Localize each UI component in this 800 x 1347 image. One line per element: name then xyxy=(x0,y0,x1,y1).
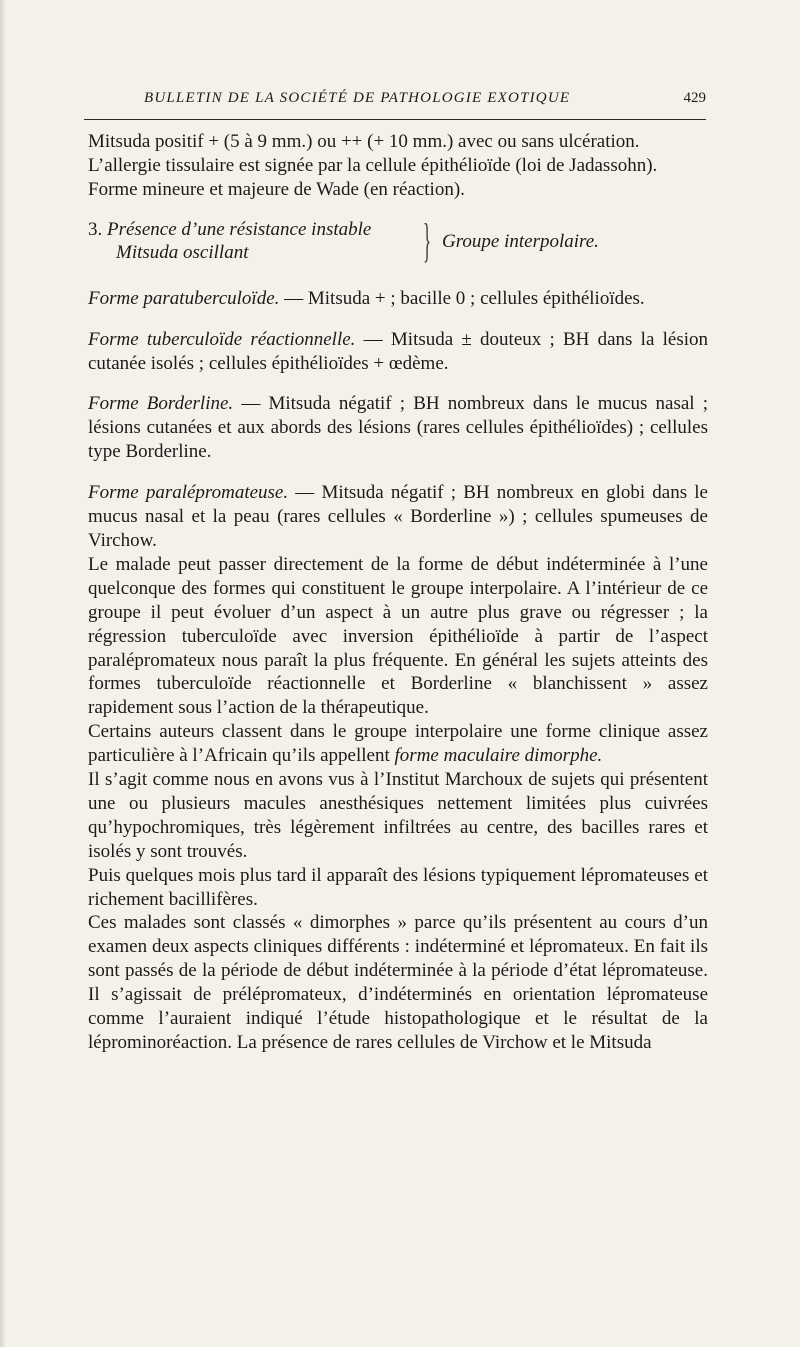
paragraph: Mitsuda positif + (5 à 9 mm.) ou ++ (+ 10 mm.) avec ou sans ulcération. xyxy=(88,131,640,152)
emphasized-term: forme maculaire dimorphe. xyxy=(394,745,603,767)
form-text: — Mitsuda ± douteux ; BH dans la lésion cutanée isolés ; cellules épithélioïdes + œdème. xyxy=(88,328,708,374)
group-label: Groupe interpolaire. xyxy=(442,230,599,252)
form-definition xyxy=(88,392,708,464)
paragraph xyxy=(88,720,708,768)
form-definition xyxy=(88,328,708,376)
form-definition xyxy=(88,481,708,553)
paragraph-text: Certains auteurs classent dans le groupe interpolaire une forme clinique assez particulière à l’Africain qu’ils appellent xyxy=(88,721,708,767)
group-number: 3. xyxy=(88,218,103,240)
header-rule xyxy=(84,119,706,120)
page-header xyxy=(90,88,706,114)
paragraph: Il s’agit comme nous en avons vus à l’Institut Marchoux de sujets qui présentent une ou plusieurs macules anesthésiques nettement limitées plus cuivrées qu’hypochromiques, très légèrement infiltrées au centre, des bacilles rares et isolés y sont trouvés. xyxy=(88,769,708,862)
page-edge-shadow xyxy=(0,0,6,1347)
group-item-1: Présence d’une résistance instable xyxy=(107,218,372,240)
page-number: 429 xyxy=(683,90,706,106)
form-text: — Mitsuda + ; bacille 0 ; cellules épithélioïdes. xyxy=(279,287,645,309)
form-text: — Mitsuda négatif ; BH nombreux dans le mucus nasal ; lésions cutanées et aux abords des lésions (rares cellules épithélioïdes) ; cellules type Borderline. xyxy=(88,393,708,463)
paragraph: Le malade peut passer directement de la forme de début indéterminée à l’une quelconque des formes qui constituent le groupe interpolaire. A l’intérieur de ce groupe il peut évoluer d’un aspect à un autre plus grave ou régresser ; la régression tuberculoïde avec inversion épithélioïde à partir de l’aspect paralépromateux nous paraît la plus fréquente. En général les sujets atteints des formes tuberculoïde réactionnelle et Borderline « blanchissent » assez rapidement sous l’action de la thérapeutique. xyxy=(88,553,708,719)
paragraph: Puis quelques mois plus tard il apparaît des lésions typiquement lépromateuses et richement bacillifères. xyxy=(88,864,708,910)
form-title: Forme Borderline. xyxy=(88,393,234,415)
running-head: BULLETIN DE LA SOCIÉTÉ DE PATHOLOGIE EXOTIQUE xyxy=(144,90,571,106)
form-title: Forme tuberculoïde réactionnelle. xyxy=(88,328,356,350)
form-definition xyxy=(88,287,708,311)
form-title: Forme paralépromateuse. xyxy=(88,482,289,504)
group-item-2: Mitsuda oscillant xyxy=(116,241,249,263)
paragraph: Ces malades sont classés « dimorphes » parce qu’ils présentent au cours d’un examen deux aspects cliniques différents : indéterminé et lépromateux. En fait ils sont passés de la période de début indéterminée à la période d’état lépromateuse. Il s’agissait de prélépromateux, d’indéterminés en orientation lépromateuse comme l’auraient indiqué l’étude histopathologique et le résultat de la léprominoréaction. La présence de rares cellules de Virchow et le Mitsuda xyxy=(88,912,708,1053)
brace-symbol: } xyxy=(423,213,432,267)
body-text xyxy=(88,130,708,1055)
group-line-1 xyxy=(88,218,371,242)
paragraph: Forme mineure et majeure de Wade (en réaction). xyxy=(88,178,465,200)
paragraph: L’allergie tissulaire est signée par la cellule épithélioïde (loi de Jadassohn). xyxy=(88,154,658,176)
form-title: Forme paratuberculoïde. xyxy=(88,287,280,309)
classification-group xyxy=(88,213,708,270)
form-text: — Mitsuda négatif ; BH nombreux en globi dans le mucus nasal et la peau (rares cellules « Borderline ») ; cellules spumeuses de Virchow. xyxy=(88,482,708,551)
